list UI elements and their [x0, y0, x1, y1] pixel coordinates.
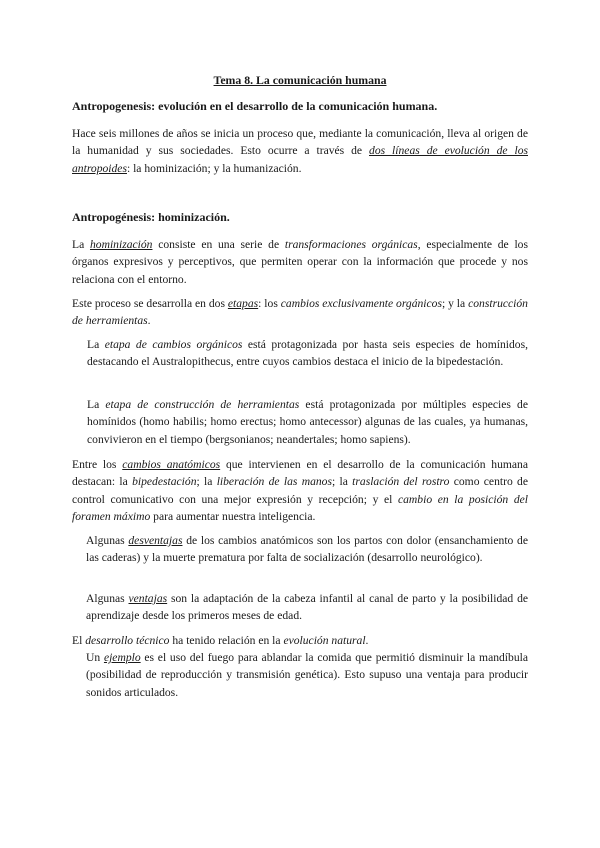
section-heading-antropogenesis: Antropogenesis: evolución en el desarrollo de la comunicación humana.	[72, 99, 438, 113]
paragraph-stages: Este proceso se desarrolla en dos etapas: los cambios exclusivamente orgánicos; y la construcción de herramientas.	[72, 297, 528, 328]
lines-of-evolution-term: dos líneas de evolución de los antropoides	[72, 144, 528, 175]
paragraph-organic-stage: La etapa de cambios orgánicos está protagonizada por hasta seis especies de homínidos, destacando el Australopithecus, entre cuyos cambios destaca el inicio de la bipedestación.	[87, 338, 528, 369]
hominizacion-term: hominización	[89, 238, 153, 251]
paragraph-fire-example: Un ejemplo es el uso del fuego para ablandar la comida que permitió disminuir la mandíbula (posibilidad de reproducción y transmisión genética). Esto supuso una ventaja para producir sonidos articulados.	[86, 651, 528, 699]
document-title: Tema 8. La comunicación humana	[213, 73, 387, 87]
paragraph-intro: Hace seis millones de años se inicia un proceso que, mediante la comunicación, lleva al origen de la humanidad y sus sociedades. Esto ocurre a través de dos líneas de evolución de los antropoides: la hominización; y la humanización.	[72, 127, 528, 175]
section-heading-hominizacion: Antropogénesis: hominización.	[72, 210, 230, 224]
etapas-term: etapas	[227, 297, 259, 310]
ventajas-term: ventajas	[128, 592, 168, 605]
desventajas-term: desventajas	[128, 534, 183, 547]
paragraph-disadvantages: Algunas desventajas de los cambios anatómicos son los partos con dolor (ensanchamiento de las caderas) y la muerte prematura por falta de socialización (desarrollo neurológico).	[86, 534, 528, 565]
paragraph-technical-development: El desarrollo técnico ha tenido relación en la evolución natural.	[72, 634, 369, 647]
ejemplo-term: ejemplo	[103, 651, 141, 664]
cambios-anatomicos-term: cambios anatómicos	[122, 458, 221, 471]
paragraph-tools-stage: La etapa de construcción de herramientas está protagonizada por múltiples especies de homínidos (homo habilis; homo erectus; homo antecessor) algunas de las cuales, ya humanas, convivieron en el tiempo (bergsonianos; neandertales; homo sapiens).	[87, 398, 528, 446]
paragraph-anatomical-changes: Entre los cambios anatómicos que intervienen en el desarrollo de la comunicación humana destacan: la bipedestación; la liberación de las manos; la traslación del rostro como centro de control comunicativo con una mejor expresión y recepción; y el cambio en la posición del foramen máximo para aumentar nuestra inteligencia.	[72, 458, 529, 524]
paragraph-advantages: Algunas ventajas son la adaptación de la cabeza infantil al canal de parto y la posibilidad de aprendizaje desde los primeros meses de edad.	[86, 592, 529, 623]
paragraph-hominizacion-definition: La hominización consiste en una serie de transformaciones orgánicas, especialmente de los órganos expresivos y perceptivos, que permiten operar con la información que procede y nos relaciona con el entorno.	[72, 238, 528, 286]
